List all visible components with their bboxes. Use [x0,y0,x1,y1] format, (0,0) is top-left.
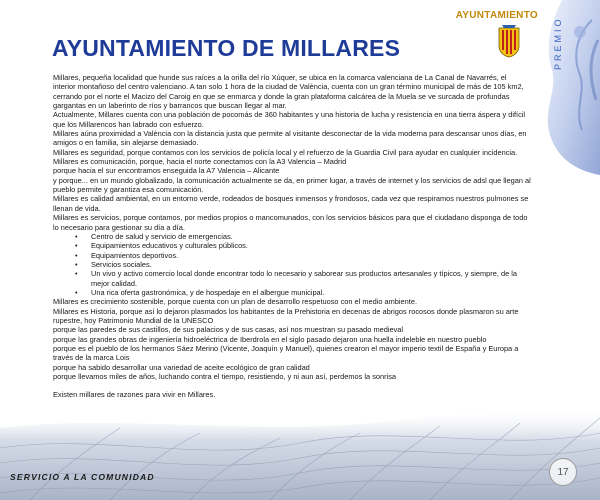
page-title: AYUNTAMIENTO DE MILLARES [52,35,401,61]
paragraph: porque llevamos miles de años, luchando contra el tiempo, resistiendo, y ni aun así, perdemos la sonrisa [53,372,397,381]
paragraph: porque hacia el sur encontramos enseguida la A7 Valencia – Alicante [53,166,280,176]
list-item: • Centro de salud y servicio de emergencias. [75,232,531,241]
services-list [53,232,531,297]
paragraph: Actualmente, Millares cuenta con una población de pocomás de 360 habitantes y una historia de lucha y resistencia en una tierra áspera y difícil que los Millarencos han labrado con esfuerzo. [53,110,526,129]
coat-of-arms-icon [496,24,522,58]
spacer [53,381,531,390]
list-item: • Un vivo y activo comercio local donde encontrar todo lo necesario y saborear sus productos artesanales y típicos, y siempre, de la mejor calidad. [75,269,531,288]
paragraph: y porque... en un mundo globalizado, la comunicación actualmente se da, en primer lugar, a través de internet y los servicios de adsl que llegan al pueblo permite y garantiza esa comunicación. [53,175,531,195]
paragraph: Millares es servicios, porque contamos, por medios propios o mancomunados, con los servicios básicos para que el ciudadano disponga de todo lo necesario para gestionar su día a día. [53,213,528,232]
decorative-mesh-band [0,408,600,500]
footer-label: SERVICIO A LA COMUNIDAD [10,472,155,482]
list-item: • Servicios sociales. [75,260,531,269]
paragraph: Millares es comunicación, porque, hacia el norte conectamos con la A3 Valencia – Madrid [53,157,347,167]
premio-vertical-label: PREMIO [553,16,563,70]
paragraph: porque las paredes de sus castillos, de sus palacios y de sus casas, así nos muestran su pasado medieval [53,325,404,335]
paragraph: Millares es seguridad, porque contamos con los servicios de policía local y el refuerzo de la Guardia Civil para ayudar en cualquier incidencia. [53,147,518,157]
paragraph: Millares aúna proximidad a València con la distancia justa que permite al visitante desconectar de la vida moderna para descansar unos días, en amigos o en familia, sin alejarse demasiado. [53,129,527,148]
paragraph: porque las grandes obras de ingeniería hidroeléctrica de Iberdrola en el siglo pasado dejaron una huella indeleble en nuestro pueblo [53,334,487,344]
paragraph: porque ha sabido desarrollar una variedad de aceite ecológico de gran calidad [53,362,310,372]
page-number: 17 [549,458,577,486]
list-item: • Equipamientos educativos y culturales públicos. [75,241,531,250]
paragraph: Millares es crecimiento sostenible, porque cuenta con un plan de desarrollo respetuoso con el medio ambiente. [53,297,417,307]
org-label: AYUNTAMIENTO [455,10,538,21]
paragraph: Millares es Historia, porque así lo dejaron plasmados los habitantes de la Prehistoria en decenas de abrigos rocosos donde plasmaron su arte rupestre, hoy Patrimonio Mundial de la UNESCO [53,306,519,325]
list-item: • Equipamientos deportivos. [75,251,531,260]
paragraph: Millares, pequeña localidad que hunde sus raíces a la orilla del río Xúquer, se ubica en la comarca valenciana de La Canal de Navarrés, el interior montañoso del centro valenciano. A tan solo 1 hora de la ciudad de València, cuenta con un gran término municipal de más de 105 km2, cerrando por el norte el Macizo del Caroig en que se enmarca y donde la gran plataforma calcárea de la Muela se ve surcada de profundas gargantas en un laberinto de ríos y barrancos que buscan llegar al mar. [53,73,524,111]
list-item: • Una rica oferta gastronómica, y de hospedaje en el albergue municipal. [75,288,531,297]
paragraph: porque es el pueblo de los hermanos Sáez Merino (Vicente, Joaquín y Manuel), quienes crearon el mayor imperio textil de España y Europa a través de la marca Lois [53,343,519,363]
paragraph: Millares es calidad ambiental, en un entorno verde, rodeados de bosques inmensos y frondosos, cada vez que respiramos nuestros pulmones se llenan de vida. [53,194,529,213]
body-text [53,73,531,400]
closing-line: Existen millares de razones para vivir en Millares. [53,390,216,400]
